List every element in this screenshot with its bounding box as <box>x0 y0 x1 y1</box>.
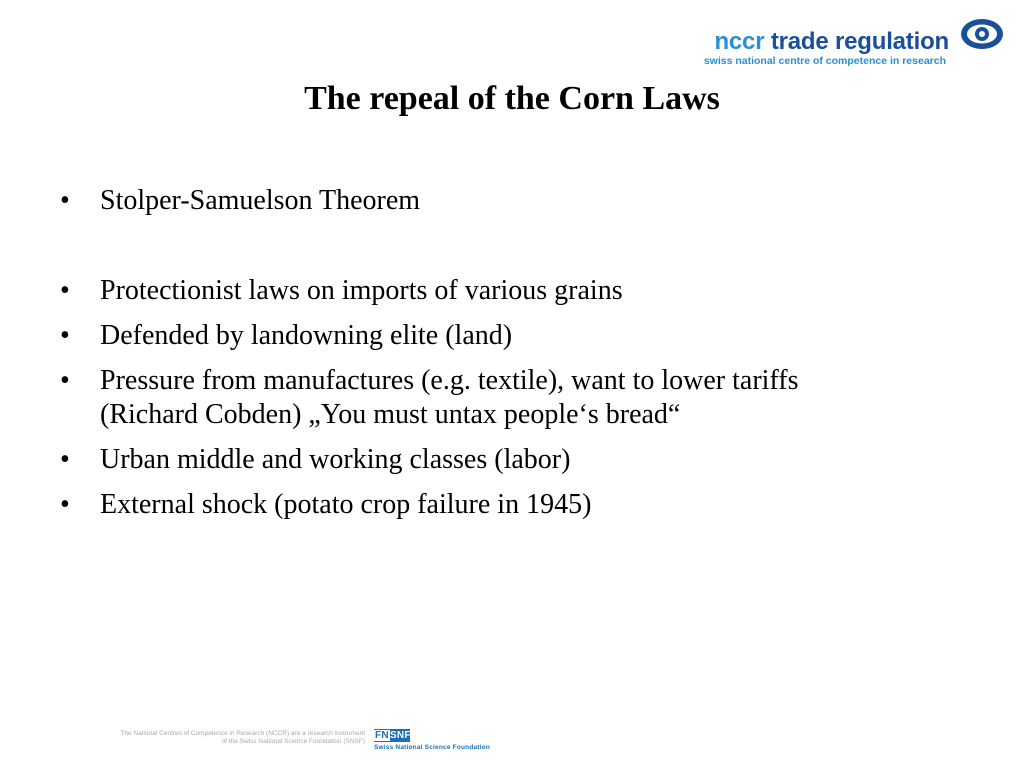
bullet-icon: • <box>60 320 70 351</box>
bullet-list <box>58 184 988 533</box>
footer-credit <box>120 730 365 746</box>
bullet-icon: • <box>60 444 70 475</box>
bullet-text: External shock (potato crop failure in 1945) <box>100 489 592 520</box>
bullet-text: Protectionist laws on imports of various grains <box>100 275 623 306</box>
slide-title: The repeal of the Corn Laws <box>304 80 720 117</box>
bullet-icon: • <box>60 185 70 216</box>
bullet-text: Stolper-Samuelson Theorem <box>100 185 421 216</box>
bullet-text: Pressure from manufactures (e.g. textile), want to lower tariffs <box>100 365 799 396</box>
logo-title-rest: trade regulation <box>764 28 949 55</box>
bullet-item <box>58 319 988 353</box>
bullet-icon: • <box>60 489 70 520</box>
footer-credit-line: of the Swiss National Science Foundation (SNSF) <box>221 738 365 745</box>
bullet-item <box>58 274 988 308</box>
bullet-item <box>58 364 988 432</box>
footer <box>60 724 510 754</box>
bullet-text-continuation: (Richard Cobden) „You must untax people‘s bread“ <box>100 399 681 430</box>
bullet-item <box>58 184 988 218</box>
bullet-icon: • <box>60 275 70 306</box>
eye-icon <box>958 16 1006 52</box>
snf-logo-icon <box>374 729 410 742</box>
nccr-trade-regulation-logo <box>703 14 1006 74</box>
snf-logo-snf: SNF <box>389 730 411 741</box>
bullet-text: Defended by landowning elite (land) <box>100 320 513 351</box>
logo-title <box>714 30 949 54</box>
footer-credit-line: The National Centres of Competence in Research (NCCR) are a research instrument <box>120 730 365 737</box>
logo-subtitle: swiss national centre of competence in research <box>703 55 946 67</box>
bullet-item <box>58 488 988 522</box>
logo-title-nccr: nccr <box>714 28 765 55</box>
snf-logo-caption: Swiss National Science Foundation <box>374 744 491 751</box>
snf-logo-fn: FN <box>375 730 389 741</box>
bullet-icon: • <box>60 365 70 396</box>
bullet-item <box>58 443 988 477</box>
bullet-text: Urban middle and working classes (labor) <box>100 444 571 475</box>
